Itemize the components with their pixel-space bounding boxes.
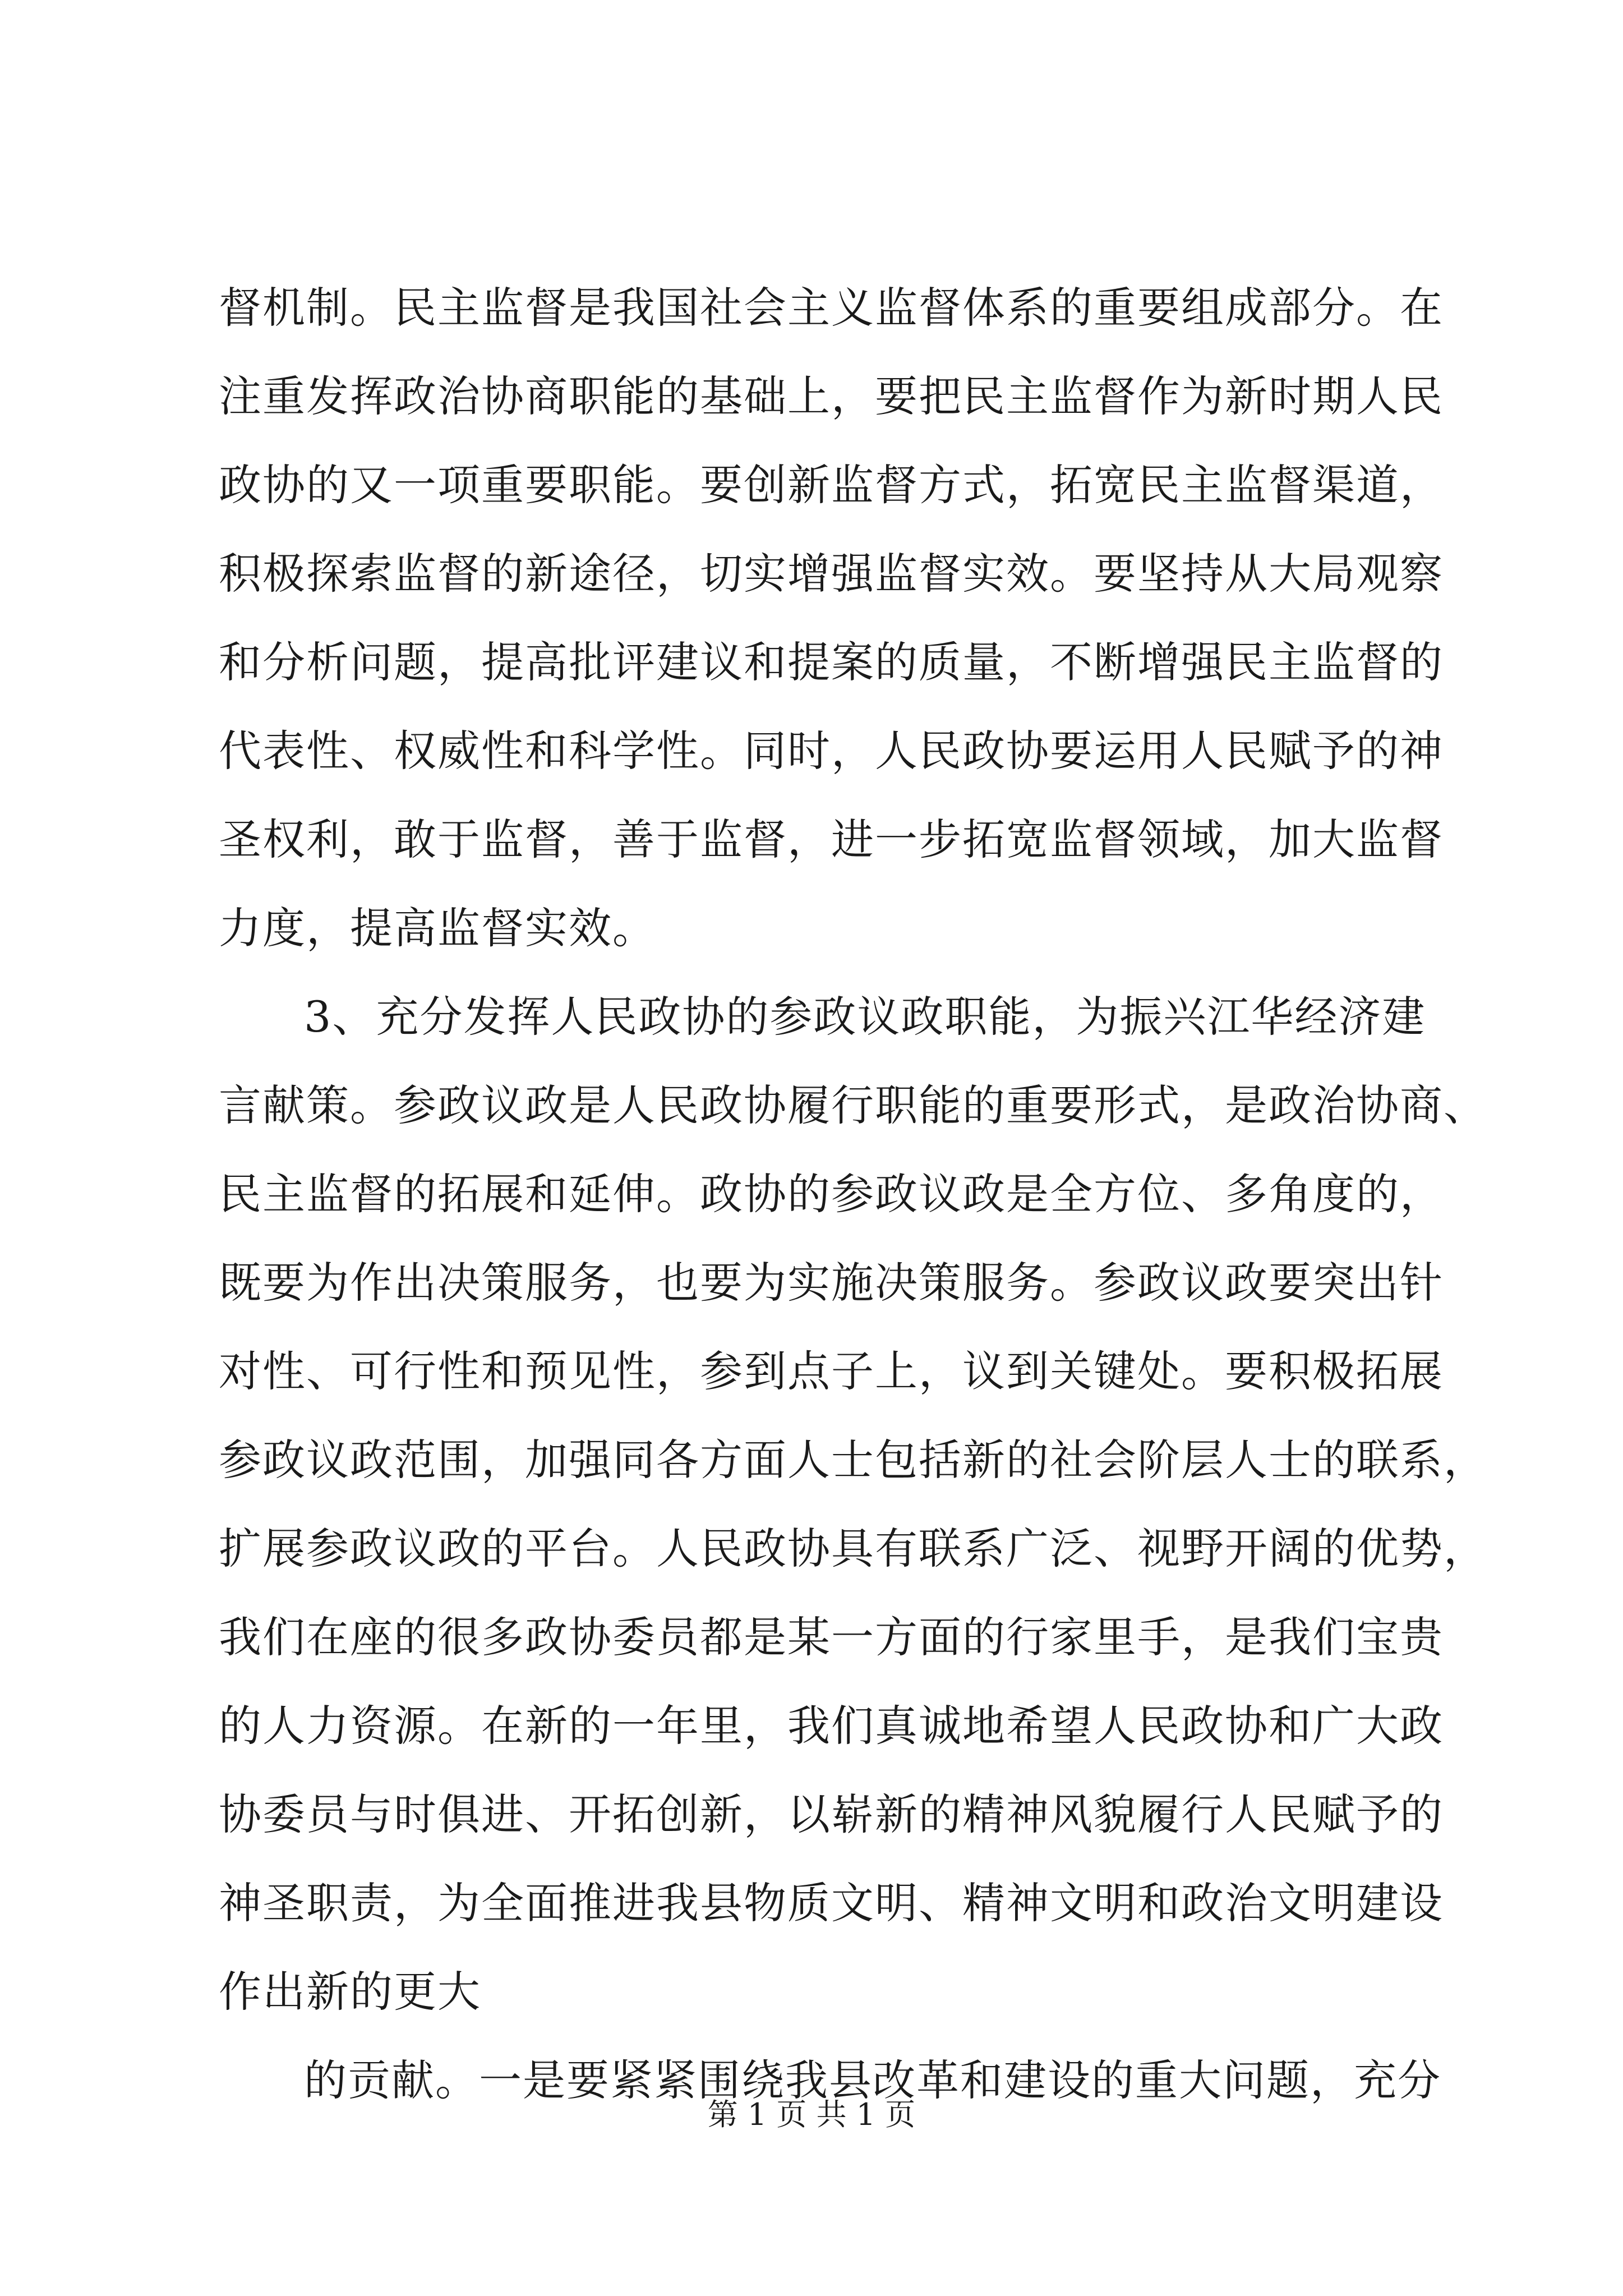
text-line: 参政议政范围，加强同各方面人士包括新的社会阶层人士的联系， (219, 1435, 1487, 1485)
text-line: 对性、可行性和预见性，参到点子上，议到关键处。要积极拓展 (219, 1346, 1444, 1396)
text-line: 言献策。参政议政是人民政协履行职能的重要形式，是政治协商、 (219, 1080, 1487, 1130)
document-body (219, 264, 1487, 2125)
text-line: 政协的又一项重要职能。要创新监督方式，拓宽民主监督渠道， (219, 460, 1444, 510)
text-line: 注重发挥政治协商职能的基础上，要把民主监督作为新时期人民 (219, 371, 1444, 421)
text-line: 我们在座的很多政协委员都是某一方面的行家里手，是我们宝贵 (219, 1612, 1444, 1662)
text-line: 代表性、权威性和科学性。同时，人民政协要运用人民赋予的神 (219, 726, 1444, 776)
text-line: 作出新的更大 (219, 1967, 481, 2017)
text-line: 神圣职责，为全面推进我县物质文明、精神文明和政治文明建设 (219, 1878, 1444, 1928)
text-line: 和分析问题，提高批评建议和提案的质量，不断增强民主监督的 (219, 637, 1444, 687)
text-line: 协委员与时俱进、开拓创新，以崭新的精神风貌履行人民赋予的 (219, 1789, 1444, 1839)
text-line: 民主监督的拓展和延伸。政协的参政议政是全方位、多角度的， (219, 1169, 1444, 1219)
text-line: 扩展参政议政的平台。人民政协具有联系广泛、视野开阔的优势， (219, 1524, 1487, 1573)
text-line: 力度，提高监督实效。 (219, 903, 656, 953)
text-line: 积极探索监督的新途径，切实增强监督实效。要坚持从大局观察 (219, 549, 1444, 599)
text-line: 既要为作出决策服务，也要为实施决策服务。参政议政要突出针 (219, 1258, 1444, 1308)
text-line: 督机制。民主监督是我国社会主义监督体系的重要组成部分。在 (219, 283, 1444, 333)
text-line: 圣权利，敢于监督，善于监督，进一步拓宽监督领域，加大监督 (219, 815, 1444, 864)
text-line: 的人力资源。在新的一年里，我们真诚地希望人民政协和广大政 (219, 1701, 1444, 1751)
page-footer: 第 1 页 共 1 页 (707, 2097, 916, 2132)
text-line: 的贡献。一是要紧紧围绕我县改革和建设的重大问题，充分 (304, 2055, 1441, 2105)
text-line: 3、充分发挥人民政协的参政议政职能，为振兴江华经济建 (304, 992, 1426, 1042)
